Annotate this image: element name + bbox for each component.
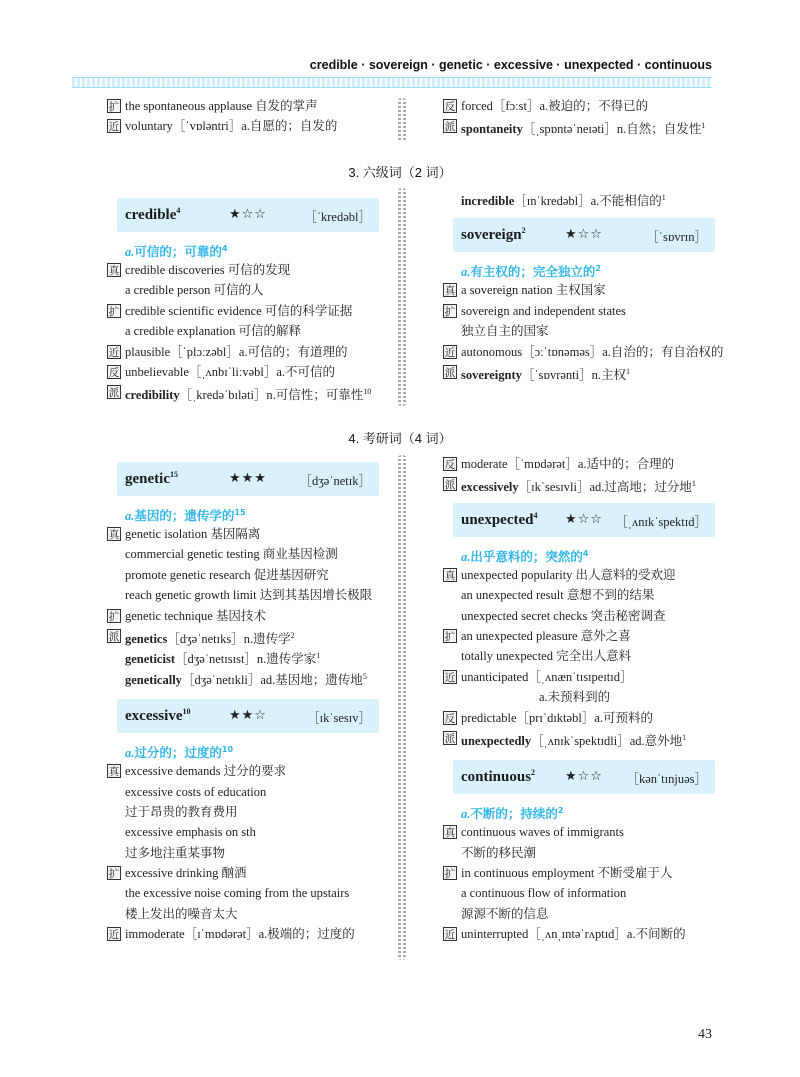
frequency-superscript: 1 bbox=[625, 366, 630, 376]
usage-marker: 扩 bbox=[108, 305, 120, 318]
header-rule bbox=[72, 77, 712, 88]
entry-line bbox=[443, 863, 743, 883]
entry-line bbox=[443, 667, 743, 687]
line-text: moderate［ˈmɒdərət］a.适中的；合理的 bbox=[461, 457, 675, 471]
entry-line bbox=[443, 321, 743, 341]
entry-line bbox=[443, 626, 743, 646]
line-text: excessive emphasis on sth bbox=[125, 825, 256, 840]
pronunciation: ［ˌʌnɪkˈspektɪd］ bbox=[615, 514, 707, 529]
line-text: excessive demands 过分的要求 bbox=[125, 764, 287, 779]
usage-marker: 派 bbox=[108, 387, 120, 400]
entry-line bbox=[443, 606, 743, 626]
column-divider-section4 bbox=[398, 455, 406, 960]
frequency-superscript: 5 bbox=[362, 671, 367, 681]
meaning-text: 有主权的；完全独立的 bbox=[470, 264, 596, 280]
frequency-superscript: 2 bbox=[290, 630, 295, 640]
line-text: a credible explanation 可信的解释 bbox=[125, 324, 301, 339]
usage-marker: 真 bbox=[108, 529, 120, 541]
line-text: immoderate［ɪˈmɒdərət］a.极端的；过度的 bbox=[125, 927, 355, 942]
entry-line bbox=[107, 544, 397, 564]
column-divider-top bbox=[398, 98, 406, 142]
derived-word: excessively bbox=[461, 480, 519, 495]
line-text: uninterrupted［ˌʌnˌɪntəˈrʌptɪd］a.不间断的 bbox=[461, 927, 686, 942]
headword-frequency: 2 bbox=[521, 226, 526, 236]
usage-marker: 近 bbox=[444, 671, 456, 684]
top-left-column bbox=[107, 96, 397, 137]
entry-line bbox=[107, 342, 397, 362]
usage-marker: 扩 bbox=[108, 610, 120, 623]
entry-line bbox=[443, 565, 743, 585]
line-text: the spontaneous applause 自发的掌声 bbox=[125, 99, 318, 113]
importance-stars: ★☆☆ bbox=[565, 511, 603, 527]
importance-stars: ★★★ bbox=[229, 471, 267, 486]
meaning-frequency: 10 bbox=[221, 745, 234, 755]
line-text: 过于昂贵的教育费用 bbox=[125, 804, 238, 819]
headword: unexpected$^4$ bbox=[461, 510, 538, 528]
part-of-speech: a. bbox=[125, 746, 135, 761]
entry-line bbox=[443, 924, 743, 944]
entry-line bbox=[443, 822, 743, 842]
entry-line bbox=[443, 342, 743, 362]
headword-meaning bbox=[107, 502, 397, 524]
entry-line bbox=[107, 565, 397, 585]
section-3-right-column bbox=[443, 188, 743, 382]
line-text: unbelievable［ˌʌnbɪˈliːvəbl］a.不可信的 bbox=[125, 364, 336, 379]
frequency-superscript: 1 bbox=[701, 121, 706, 131]
line-text: 不断的移民潮 bbox=[461, 845, 537, 860]
line-text: a credible person 可信的人 bbox=[125, 283, 264, 298]
usage-marker: 真 bbox=[444, 285, 456, 298]
frequency-superscript: 1 bbox=[661, 193, 666, 202]
frequency-superscript: 1 bbox=[682, 732, 687, 742]
usage-marker: 扩 bbox=[444, 630, 456, 643]
derived-word: genetics bbox=[125, 632, 168, 647]
line-text: unanticipated［ˌʌnænˈtɪsɪpeɪtɪd］ bbox=[461, 669, 633, 684]
usage-marker: 近 bbox=[444, 929, 456, 942]
usage-marker: 扩 bbox=[444, 868, 456, 881]
derived-word-gloss: ［ˈsɒvrənti］n.主权 bbox=[521, 368, 626, 383]
usage-marker: 真 bbox=[108, 766, 120, 779]
line-text: a sovereign nation 主权国家 bbox=[461, 283, 606, 298]
entry-line bbox=[443, 728, 743, 748]
derived-word: unexpectedly bbox=[461, 734, 532, 749]
derived-word-gloss: ［dʒəˈnetɪsɪst］n.遗传学家 bbox=[174, 652, 317, 667]
headword-frequency: 4 bbox=[533, 510, 538, 520]
headword-frequency: 15 bbox=[169, 470, 178, 479]
entry-line bbox=[107, 96, 397, 116]
line-text: reach genetic growth limit 达到其基因增长极限 bbox=[125, 588, 373, 603]
usage-marker: 反 bbox=[108, 366, 120, 379]
headword-box bbox=[453, 760, 715, 794]
entry-line bbox=[443, 687, 743, 707]
derived-word: spontaneity bbox=[461, 122, 523, 137]
headword-box bbox=[117, 198, 379, 232]
usage-marker: 扩 bbox=[444, 305, 456, 318]
usage-marker: 反 bbox=[444, 459, 456, 471]
line-text: 独立自主的国家 bbox=[461, 324, 549, 339]
spacer bbox=[443, 748, 743, 754]
derived-word-gloss: ［dʒəˈnetɪks］n.遗传学 bbox=[167, 632, 291, 647]
entry-line bbox=[107, 606, 397, 626]
meaning-text: 基因的；遗传学的 bbox=[134, 508, 235, 524]
line-text: commercial genetic testing 商业基因检测 bbox=[125, 547, 338, 562]
spacer bbox=[443, 495, 743, 497]
part-of-speech: a. bbox=[125, 509, 135, 524]
spacer bbox=[107, 687, 397, 693]
usage-marker: 近 bbox=[444, 346, 456, 359]
entry-line bbox=[107, 524, 397, 544]
meaning-frequency: 15 bbox=[234, 508, 246, 517]
derived-word-gloss: ［ˌʌnɪkˈspektɪdli］ad.意外地 bbox=[531, 734, 683, 749]
derived-word: sovereignty bbox=[461, 368, 522, 383]
meaning-text: 出乎意料的；突然的 bbox=[470, 548, 583, 564]
entry-line bbox=[443, 708, 743, 728]
entry-line bbox=[107, 761, 397, 781]
pronunciation: ［ˈsɒvrɪn］ bbox=[646, 230, 707, 245]
usage-marker: 扩 bbox=[108, 101, 120, 113]
importance-stars: ★☆☆ bbox=[565, 227, 603, 243]
entry-line bbox=[107, 667, 397, 687]
page-number: 43 bbox=[698, 1027, 712, 1042]
pronunciation: ［dʒəˈnetɪk］ bbox=[299, 474, 371, 488]
importance-stars: ★☆☆ bbox=[229, 207, 267, 222]
derived-word-gloss: ［ˌkredəˈbɪləti］n.可信性；可靠性 bbox=[179, 388, 364, 403]
headword-meaning bbox=[107, 739, 397, 761]
usage-marker: 近 bbox=[108, 929, 120, 942]
line-text: 源源不断的信息 bbox=[461, 906, 549, 921]
entry-line bbox=[107, 802, 397, 822]
part-of-speech: a. bbox=[461, 265, 471, 280]
frequency-superscript: 1 bbox=[316, 651, 321, 661]
derived-word: genetically bbox=[125, 672, 182, 687]
usage-marker: 真 bbox=[444, 827, 456, 840]
entry-line bbox=[107, 924, 397, 944]
entry-line bbox=[107, 116, 397, 136]
line-text: forced［fɔːst］a.被迫的；不得已的 bbox=[461, 99, 649, 113]
derived-word: geneticist bbox=[125, 652, 175, 667]
pronunciation: ［ɪkˈsesɪv］ bbox=[307, 711, 371, 726]
headword: genetic$^{15}$ bbox=[125, 470, 178, 487]
importance-stars: ★★☆ bbox=[229, 708, 267, 724]
line-text: plausible［ˈplɔːzəbl］a.可信的；有道理的 bbox=[125, 344, 348, 359]
headword-frequency: 4 bbox=[176, 206, 181, 215]
entry-line bbox=[107, 626, 397, 646]
entry-line bbox=[107, 822, 397, 842]
entry-line bbox=[443, 585, 743, 605]
line-text: a continuous flow of information bbox=[461, 886, 627, 901]
line-text: unexpected popularity 出人意料的受欢迎 bbox=[461, 567, 676, 582]
section-4-left-column bbox=[107, 456, 397, 945]
usage-marker: 派 bbox=[444, 732, 456, 745]
entry-line bbox=[107, 863, 397, 883]
headword-box bbox=[453, 218, 715, 252]
entry-credible bbox=[107, 192, 397, 403]
meaning-frequency: 2 bbox=[557, 806, 564, 816]
usage-marker: 近 bbox=[108, 346, 120, 359]
headword: excessive$^{10}$ bbox=[125, 707, 191, 725]
spacer bbox=[443, 208, 743, 212]
headword-meaning bbox=[443, 543, 743, 565]
pronunciation: ［kənˈtɪnjuəs］ bbox=[626, 772, 707, 787]
entry-line bbox=[443, 904, 743, 924]
meaning-frequency: 2 bbox=[595, 264, 601, 274]
entry-line bbox=[443, 883, 743, 903]
derived-word-gloss: ［ɪnˈkredəbl］a.不能相信的 bbox=[514, 194, 662, 209]
headword-box bbox=[117, 462, 379, 496]
importance-stars: ★☆☆ bbox=[565, 769, 603, 785]
line-text: an unexpected result 意想不到的结果 bbox=[461, 588, 655, 603]
derived-word-gloss: ［dʒəˈnetɪkli］ad.基因地；遗传地 bbox=[181, 672, 363, 687]
line-text: 过多地注重某事物 bbox=[125, 845, 226, 860]
entry-line bbox=[107, 362, 397, 382]
line-text: predictable［prɪˈdɪktəbl］a.可预料的 bbox=[461, 710, 653, 725]
entry-line bbox=[443, 474, 743, 494]
line-text: a.未预料到的 bbox=[539, 690, 611, 705]
section-4-right-column bbox=[443, 454, 743, 945]
frequency-superscript: 1 bbox=[691, 479, 696, 489]
usage-marker: 派 bbox=[444, 121, 456, 134]
usage-marker: 反 bbox=[444, 712, 456, 725]
column-divider-section3 bbox=[398, 188, 406, 406]
line-text: sovereign and independent states bbox=[461, 303, 626, 318]
usage-marker: 派 bbox=[108, 630, 120, 643]
usage-marker: 派 bbox=[444, 366, 456, 379]
headword-box bbox=[117, 699, 379, 733]
entry-line bbox=[443, 96, 733, 116]
line-text: genetic technique 基因技术 bbox=[125, 608, 266, 623]
headword: credible$^4$ bbox=[125, 206, 181, 223]
entry-line bbox=[443, 116, 733, 136]
line-text: in continuous employment 不断受雇于人 bbox=[461, 866, 673, 881]
meaning-frequency: 4 bbox=[221, 244, 228, 253]
headword: sovereign$^2$ bbox=[461, 226, 526, 244]
meaning-text: 不断的；持续的 bbox=[470, 806, 558, 822]
line-text: autonomous［ɔːˈtɒnəməs］a.自治的；有自治权的 bbox=[461, 344, 724, 359]
top-right-column bbox=[443, 96, 733, 137]
headword-meaning bbox=[443, 258, 743, 280]
running-header: credible · sovereign · genetic · excessive · unexpected · continuous bbox=[309, 58, 712, 72]
line-text: genetic isolation 基因隔离 bbox=[125, 527, 261, 541]
entry-line bbox=[443, 301, 743, 321]
entry-line bbox=[107, 883, 397, 903]
headword-frequency: 2 bbox=[531, 768, 536, 778]
line-text: credible discoveries 可信的发现 bbox=[125, 263, 291, 277]
section-3-title: 3. 六级词（2 词） bbox=[348, 165, 452, 180]
entry-line bbox=[107, 260, 397, 280]
entry-line bbox=[107, 280, 397, 300]
entry-line bbox=[443, 280, 743, 300]
section-4-title: 4. 考研词（4 词） bbox=[348, 431, 452, 446]
derived-word: credibility bbox=[125, 388, 180, 403]
headword: continuous$^2$ bbox=[461, 768, 536, 786]
derived-word-gloss: ［ˌspɒntəˈneɪəti］n.自然；自发性 bbox=[522, 122, 702, 137]
part-of-speech: a. bbox=[461, 549, 471, 564]
line-text: unexpected secret checks 突击秘密调查 bbox=[461, 608, 666, 623]
meaning-frequency: 4 bbox=[582, 548, 589, 558]
meaning-text: 可信的；可靠的 bbox=[134, 244, 222, 260]
line-text: continuous waves of immigrants bbox=[461, 825, 624, 840]
pronunciation: ［ˈkredəbl］ bbox=[304, 210, 371, 224]
entry-line bbox=[443, 843, 743, 863]
line-text: voluntary［ˈvɒləntri］a.自愿的；自发的 bbox=[125, 119, 338, 134]
line-text: promote genetic research 促进基因研究 bbox=[125, 567, 329, 582]
headword-box bbox=[453, 503, 715, 537]
usage-marker: 派 bbox=[444, 479, 456, 492]
line-text: an unexpected pleasure 意外之喜 bbox=[461, 628, 631, 643]
entry-line bbox=[107, 321, 397, 341]
headword-frequency: 10 bbox=[182, 707, 191, 717]
frequency-superscript: 10 bbox=[363, 387, 372, 397]
entry-line bbox=[107, 585, 397, 605]
entry-line bbox=[107, 782, 397, 802]
entry-line bbox=[443, 362, 743, 382]
entry-line bbox=[443, 454, 743, 474]
part-of-speech: a. bbox=[125, 245, 135, 260]
line-text: excessive costs of education bbox=[125, 784, 267, 799]
entry-line bbox=[107, 646, 397, 666]
usage-marker: 真 bbox=[444, 569, 456, 582]
usage-marker: 反 bbox=[444, 101, 456, 113]
derived-word-gloss: ［ɪkˈsesɪvli］ad.过高地；过分地 bbox=[518, 480, 692, 495]
line-text: the excessive noise coming from the upstairs bbox=[125, 886, 350, 901]
usage-marker: 扩 bbox=[108, 868, 120, 881]
part-of-speech: a. bbox=[461, 807, 471, 822]
headword-meaning bbox=[107, 238, 397, 260]
headword-meaning bbox=[443, 800, 743, 822]
line-text: excessive drinking 酗酒 bbox=[125, 866, 247, 881]
entry-line bbox=[107, 843, 397, 863]
meaning-text: 过分的；过度的 bbox=[134, 745, 222, 761]
entry-line bbox=[107, 904, 397, 924]
entry-line bbox=[107, 301, 397, 321]
line-text: 楼上发出的噪音太大 bbox=[125, 906, 238, 921]
usage-marker: 真 bbox=[108, 265, 120, 277]
derived-word: incredible bbox=[461, 194, 515, 209]
entry-line bbox=[107, 382, 397, 402]
entry-line bbox=[443, 646, 743, 666]
line-text: credible scientific evidence 可信的科学证据 bbox=[125, 303, 353, 318]
line-text: totally unexpected 完全出人意料 bbox=[461, 649, 632, 664]
usage-marker: 近 bbox=[108, 121, 120, 134]
entry-line bbox=[443, 188, 743, 208]
